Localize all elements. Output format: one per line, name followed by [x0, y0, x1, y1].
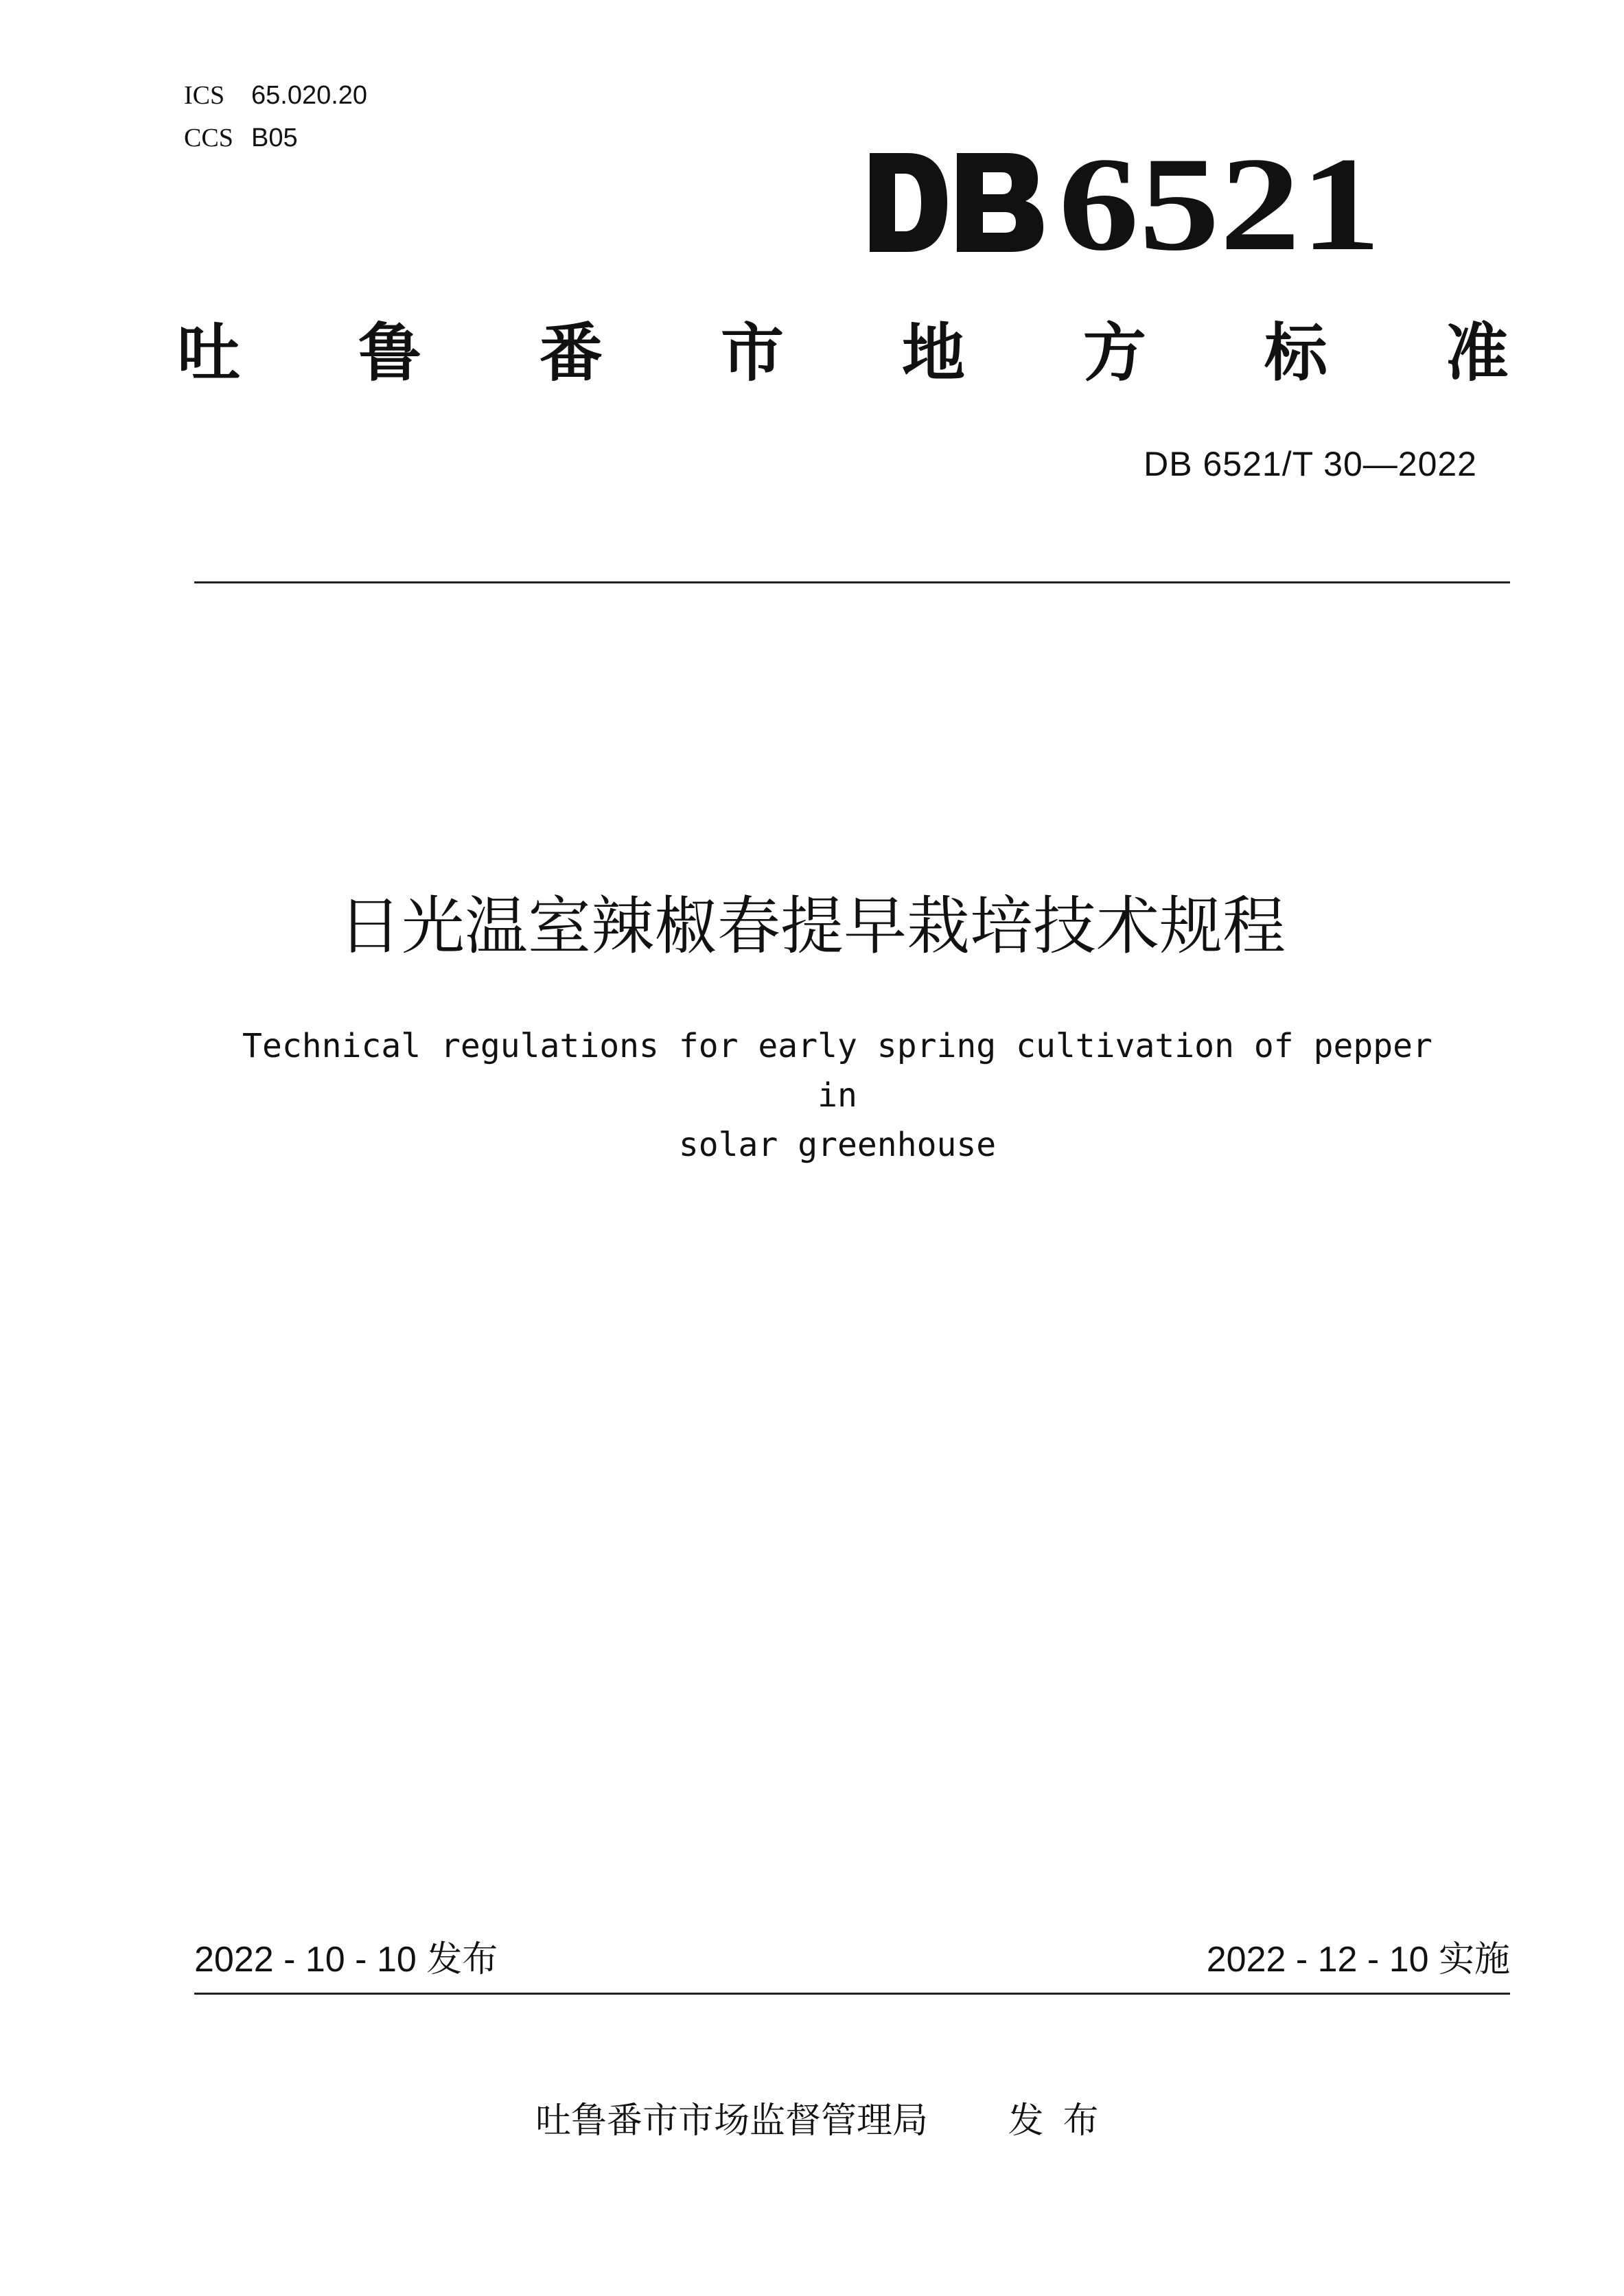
issue-date-block [194, 1936, 498, 1984]
db-logo-number: 6521 [1058, 134, 1381, 257]
db-logo [866, 134, 1388, 257]
issue-label: 发布 [426, 1939, 498, 1980]
document-title-en-line-1: Technical regulations for early spring cultivation of pepper in [242, 1027, 1432, 1115]
standard-type-char: 方 [1082, 316, 1146, 390]
ccs-label: CCS [184, 124, 233, 152]
db-logo-b-glyph [957, 153, 1043, 252]
classification-codes [184, 74, 367, 159]
implement-label: 实施 [1438, 1939, 1510, 1980]
ics-row [184, 74, 367, 117]
ccs-row [184, 117, 367, 159]
document-title-en [220, 1021, 1455, 1170]
standard-type-heading [177, 312, 1509, 395]
issuer-block [535, 2097, 1118, 2145]
standard-type-char: 鲁 [358, 316, 421, 390]
issuer-name: 吐鲁番市市场监督管理局 [535, 2100, 929, 2142]
document-title-en-line-2: solar greenhouse [678, 1126, 997, 1164]
ccs-value: B05 [251, 124, 298, 152]
ics-label: ICS [184, 81, 225, 110]
standard-type-char: 地 [901, 316, 965, 390]
standard-type-char: 标 [1264, 316, 1327, 390]
standard-type-char: 准 [1445, 316, 1509, 390]
standard-type-char: 番 [539, 316, 603, 390]
document-title-cn: 日光温室辣椒春提早栽培技术规程 [338, 890, 1286, 963]
standard-type-char: 吐 [177, 316, 241, 390]
ics-value: 65.020.20 [251, 81, 368, 110]
issue-date: 2022 - 10 - 10 [194, 1940, 417, 1980]
standard-number: DB 6521/T 30—2022 [1144, 445, 1477, 483]
top-divider [194, 581, 1510, 583]
implement-date-block [1207, 1936, 1510, 1984]
db-logo-d-glyph [870, 153, 947, 252]
implement-date: 2022 - 12 - 10 [1206, 1940, 1429, 1980]
standard-type-char: 市 [720, 316, 784, 390]
bottom-divider [194, 1993, 1510, 1995]
issuer-action: 发布 [1008, 2100, 1118, 2142]
